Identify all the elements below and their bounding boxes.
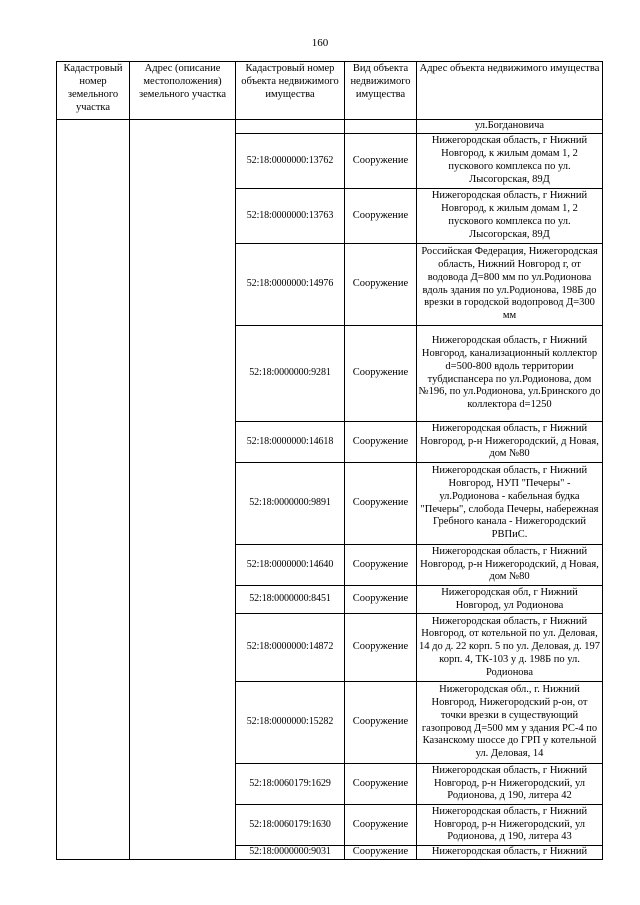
object-kind-cell <box>345 120 417 134</box>
object-cadastral-number-cell: 52:18:0000000:9031 <box>236 846 345 860</box>
object-address-cell: Нижегородская область, г Нижний Новгород, р-н Нижегородский, ул Родионова, д 190, литера 43 <box>417 805 603 846</box>
object-kind-cell: Сооружение <box>345 545 417 586</box>
object-cadastral-number-cell: 52:18:0000000:13763 <box>236 189 345 244</box>
object-cadastral-number-cell: 52:18:0000000:13762 <box>236 134 345 189</box>
object-kind-cell: Сооружение <box>345 463 417 545</box>
object-address-cell: ул.Богдановича <box>417 120 603 134</box>
object-cadastral-number-cell: 52:18:0000000:14618 <box>236 422 345 463</box>
header-row <box>57 62 603 120</box>
object-cadastral-number-cell: 52:18:0000000:14976 <box>236 244 345 326</box>
object-address-cell: Нижегородская область, г Нижний Новгород, к жилым домам 1, 2 пускового комплекса по ул. Лысогорская, 89Д <box>417 189 603 244</box>
land-address-cell <box>130 120 236 860</box>
object-kind-cell: Сооружение <box>345 244 417 326</box>
header-land-cadastral-number: Кадастровый номер земельного участка <box>57 62 130 120</box>
object-address-cell: Нижегородская область, г Нижний Новгород, от котельной по ул. Деловая, 14 до д. 22 корп. 5 по ул. Деловая, д. 197 корп. 4, ТК-103 у д. 198Б по ул. Родионова <box>417 614 603 682</box>
object-address-cell: Нижегородская обл, г Нижний Новгород, ул Родионова <box>417 586 603 614</box>
object-cadastral-number-cell: 52:18:0000000:9281 <box>236 326 345 422</box>
object-kind-cell: Сооружение <box>345 326 417 422</box>
object-address-cell: Нижегородская область, г Нижний <box>417 846 603 860</box>
object-address-cell: Российская Федерация, Нижегородская область, Нижний Новгород г, от водовода Д=800 мм по ул.Родионова вдоль здания по ул.Родионова, 198Б до врезки в городской водопровод Д=300 мм <box>417 244 603 326</box>
object-cadastral-number-cell: 52:18:0000000:9891 <box>236 463 345 545</box>
object-cadastral-number-cell: 52:18:0060179:1629 <box>236 764 345 805</box>
object-kind-cell: Сооружение <box>345 189 417 244</box>
header-object-address: Адрес объекта недвижимого имущества <box>417 62 603 120</box>
header-object-cadastral-number: Кадастровый номер объекта недвижимого имущества <box>236 62 345 120</box>
table-row-continued <box>57 120 603 134</box>
page-number: 160 <box>311 37 329 49</box>
land-cadastral-number-cell <box>57 120 130 860</box>
object-cadastral-number-cell: 52:18:0000000:8451 <box>236 586 345 614</box>
object-address-cell: Нижегородская область, г Нижний Новгород, р-н Нижегородский, д Новая, дом №80 <box>417 545 603 586</box>
object-kind-cell: Сооружение <box>345 422 417 463</box>
property-table <box>56 61 603 860</box>
object-kind-cell: Сооружение <box>345 846 417 860</box>
object-kind-cell: Сооружение <box>345 586 417 614</box>
object-cadastral-number-cell: 52:18:0000000:15282 <box>236 682 345 764</box>
object-address-cell: Нижегородская область, г Нижний Новгород, канализационный коллектор d=500-800 вдоль территории тубдиспансера по ул.Родионова, дом №196, по ул.Родионова, ул.Бринского до коллектора d=1250 <box>417 326 603 422</box>
object-kind-cell: Сооружение <box>345 805 417 846</box>
object-kind-cell: Сооружение <box>345 764 417 805</box>
object-cadastral-number-cell: 52:18:0060179:1630 <box>236 805 345 846</box>
header-object-kind: Вид объекта недвижимого имущества <box>345 62 417 120</box>
object-cadastral-number-cell: 52:18:0000000:14872 <box>236 614 345 682</box>
object-address-cell: Нижегородская область, г Нижний Новгород, р-н Нижегородский, д Новая, дом №80 <box>417 422 603 463</box>
object-address-cell: Нижегородская область, г Нижний Новгород, к жилым домам 1, 2 пускового комплекса по ул. Лысогорская, 89Д <box>417 134 603 189</box>
object-address-cell: Нижегородская обл., г. Нижний Новгород, Нижегородский р-он, от точки врезки в существующий газопровод Д=500 мм у здания РС-4 по Казанскому шоссе до ГРП у котельной ул. Деловая, 14 <box>417 682 603 764</box>
object-address-cell: Нижегородская область, г Нижний Новгород, НУП "Печеры" - ул.Родионова - кабельная будка "Печеры", слобода Печеры, набережная Гребного канала - Нижегородский РВПиС. <box>417 463 603 545</box>
object-kind-cell: Сооружение <box>345 134 417 189</box>
object-kind-cell: Сооружение <box>345 682 417 764</box>
header-land-address: Адрес (описание местоположения) земельного участка <box>130 62 236 120</box>
object-cadastral-number-cell <box>236 120 345 134</box>
object-kind-cell: Сооружение <box>345 614 417 682</box>
object-cadastral-number-cell: 52:18:0000000:14640 <box>236 545 345 586</box>
object-address-cell: Нижегородская область, г Нижний Новгород, р-н Нижегородский, ул Родионова, д 190, литера 42 <box>417 764 603 805</box>
